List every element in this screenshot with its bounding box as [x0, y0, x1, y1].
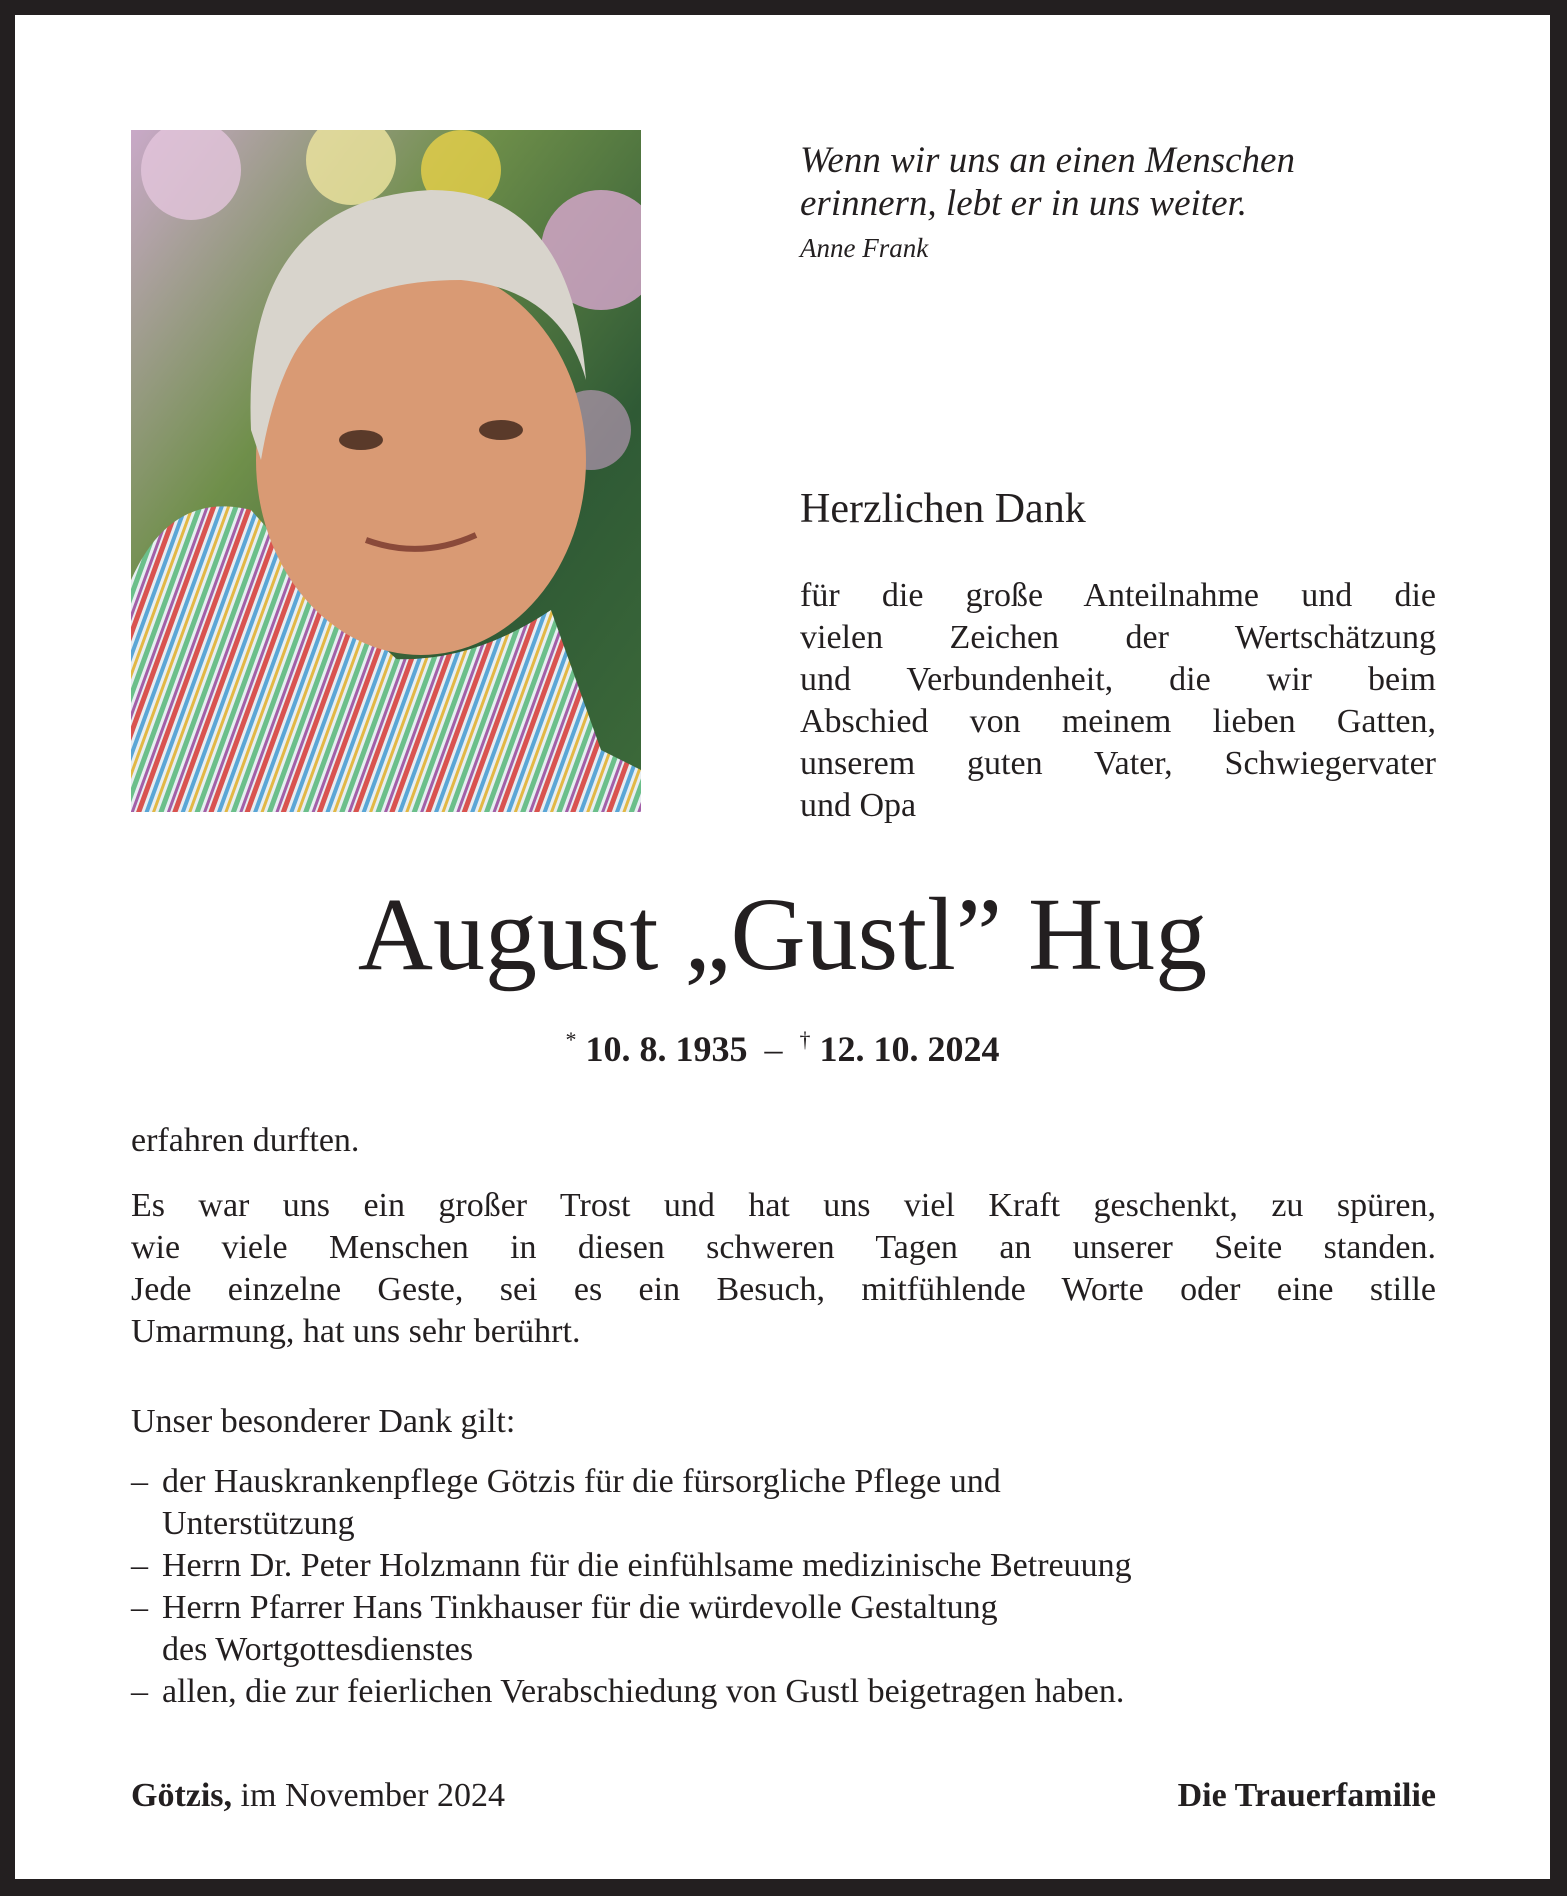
list-item	[131, 1587, 1132, 1671]
thanks-text	[800, 575, 1436, 827]
birth-date: 10. 8. 1935	[585, 1029, 748, 1069]
place-and-date	[131, 1777, 505, 1815]
list-item-line: Herrn Dr. Peter Holzmann für die einfühlsame medizinische Betreuung	[162, 1547, 1132, 1584]
death-cross-icon: †	[799, 1027, 811, 1052]
deceased-name: August „Gustl” Hug	[357, 877, 1208, 992]
portrait-image	[131, 130, 641, 812]
date: im November 2024	[240, 1777, 505, 1814]
paragraph-line: Es war uns ein großer Trost und hat uns viel Kraft geschenkt, zu spüren,	[131, 1187, 1436, 1224]
thanks-line: vielen Zeichen der Wertschätzung	[800, 619, 1436, 656]
list-item-line: des Wortgottesdienstes	[162, 1631, 474, 1668]
thanks-line: für die große Anteilnahme und die	[800, 577, 1436, 614]
birth-star-icon: *	[565, 1027, 577, 1052]
paragraph-line: Jede einzelne Geste, sei es ein Besuch, mitfühlende Worte oder eine stille	[131, 1271, 1436, 1308]
quote-line: erinnern, lebt er in uns weiter.	[800, 183, 1248, 224]
list-item-line: Unterstützung	[162, 1505, 355, 1542]
list-item	[131, 1545, 1132, 1587]
quote	[800, 139, 1295, 225]
special-thanks-list	[131, 1461, 1132, 1713]
place: Götzis,	[131, 1777, 233, 1814]
thanks-heading: Herzlichen Dank	[800, 486, 1086, 532]
dash-icon: –	[131, 1589, 148, 1626]
death-date: 12. 10. 2024	[819, 1029, 1000, 1069]
list-item-line: Herrn Pfarrer Hans Tinkhauser für die würdevolle Gestaltung	[162, 1589, 998, 1626]
special-thanks-heading: Unser besonderer Dank gilt:	[131, 1403, 516, 1440]
thanks-line: und Verbundenheit, die wir beim	[800, 661, 1436, 698]
date-separator: –	[764, 1029, 783, 1069]
life-dates	[15, 1027, 1550, 1070]
thanks-line: unserem guten Vater, Schwiegervater	[800, 745, 1436, 782]
quote-line: Wenn wir uns an einen Menschen	[800, 140, 1295, 181]
quote-author: Anne Frank	[800, 233, 929, 263]
dash-icon: –	[131, 1547, 148, 1584]
obituary-page	[15, 15, 1550, 1879]
continuation-text: erfahren durften.	[131, 1122, 360, 1159]
list-item-line: allen, die zur feierlichen Verabschiedung von Gustl beigetragen haben.	[162, 1673, 1125, 1710]
list-item	[131, 1461, 1132, 1545]
thanks-line: und Opa	[800, 787, 917, 824]
dash-icon: –	[131, 1463, 148, 1500]
paragraph-line: wie viele Menschen in diesen schweren Tagen an unserer Seite standen.	[131, 1229, 1436, 1266]
gratitude-paragraph	[131, 1185, 1436, 1353]
paragraph-line: Umarmung, hat uns sehr berührt.	[131, 1313, 581, 1350]
signature: Die Trauerfamilie	[1177, 1777, 1436, 1814]
dash-icon: –	[131, 1673, 148, 1710]
list-item-line: der Hauskrankenpflege Götzis für die fürsorgliche Pflege und	[162, 1463, 1001, 1500]
list-item	[131, 1671, 1132, 1713]
portrait-photo	[131, 130, 641, 812]
thanks-line: Abschied von meinem lieben Gatten,	[800, 703, 1436, 740]
